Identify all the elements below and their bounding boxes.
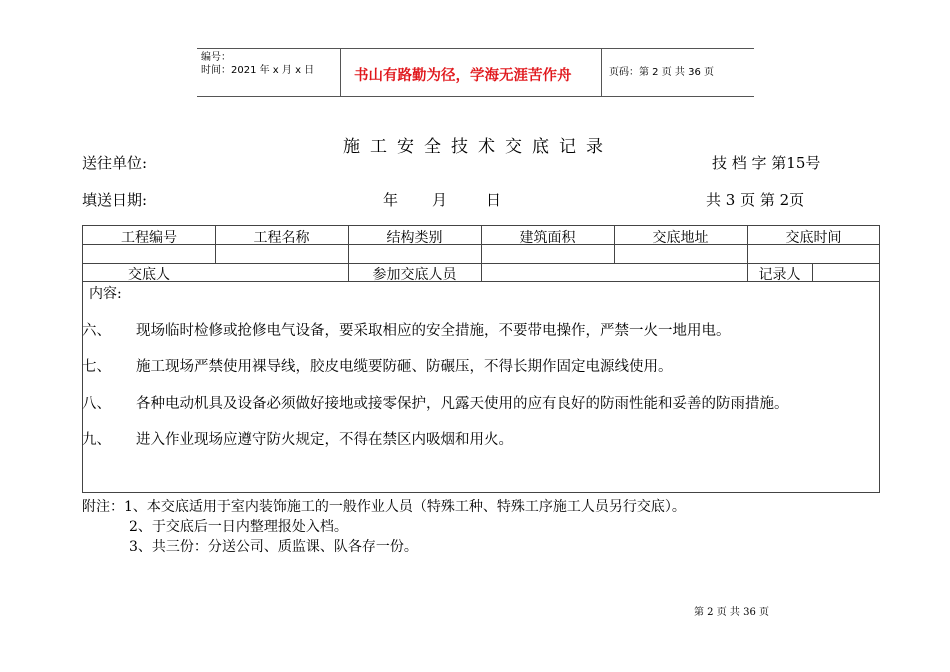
header-bottom-border [197, 96, 754, 97]
footer-page-number: 第 2 页 共 36 页 [694, 607, 769, 618]
header-code-label: 编号： [201, 52, 231, 63]
item-text: 施工现场严禁使用裸导线，胶皮电缆要防砸、防碾压，不得长期作固定电源线使用。 [136, 359, 673, 375]
item-text: 进入作业现场应遵守防火规定，不得在禁区内吸烟和用火。 [136, 432, 513, 448]
header-cell: 工程编号 [121, 230, 177, 246]
content-item [82, 428, 513, 449]
content-label: 内容: [89, 286, 122, 302]
item-number: 六、 [82, 323, 111, 339]
item-number: 八、 [82, 396, 111, 412]
header-time-label: 时间：2021 年 x 月 x 日 [201, 65, 315, 76]
send-unit-label: 送往单位: [82, 154, 148, 172]
header-divider [601, 48, 602, 96]
content-item [82, 355, 673, 376]
month-label: 月 [432, 191, 448, 209]
header-page-label: 页码：第 2 页 共 36 页 [609, 67, 714, 78]
recorder-label: 记录人 [758, 267, 801, 283]
year-label: 年 [383, 191, 399, 209]
page-count: 共 3 页 第 2页 [706, 191, 805, 209]
header-divider [340, 48, 341, 96]
header-cell: 交底地址 [652, 230, 709, 246]
item-number: 七、 [82, 359, 111, 375]
header-cell: 建筑面积 [519, 230, 576, 246]
item-text: 各种电动机具及设备必须做好接地或接零保护，凡露天使用的应有良好的防雨性能和妥善的防雨措施。 [136, 396, 789, 412]
note-line-1: 附注：1、本交底适用于室内装饰施工的一般作业人员（特殊工种、特殊工序施工人员另行交底）。 [82, 499, 686, 515]
header-cell: 交底时间 [785, 230, 842, 246]
content-item [82, 319, 731, 340]
document-title: 施工安全技术交底记录 [343, 137, 613, 157]
note-line-2: 2、于交底后一日内整理报处入档。 [129, 519, 348, 535]
header-top-border [197, 48, 754, 49]
note-line-3: 3、共三份：分送公司、质监课、队各存一份。 [129, 539, 418, 555]
header-cell: 结构类别 [386, 230, 443, 246]
day-label: 日 [486, 191, 502, 209]
participants-label: 参加交底人员 [372, 267, 457, 283]
item-text: 现场临时检修或抢修电气设备，要采取相应的安全措施，不要带电操作，严禁一火一地用电。 [136, 323, 731, 339]
document-number: 技 档 字 第15号 [712, 154, 821, 172]
presenter-label: 交底人 [128, 267, 170, 283]
table-column-line [812, 263, 813, 281]
header-slogan: 书山有路勤为径，学海无涯苦作舟 [354, 68, 572, 84]
content-item [82, 392, 789, 413]
header-cell: 工程名称 [253, 230, 310, 246]
item-number: 九、 [82, 432, 111, 448]
fill-date-label: 填送日期: [82, 191, 148, 209]
